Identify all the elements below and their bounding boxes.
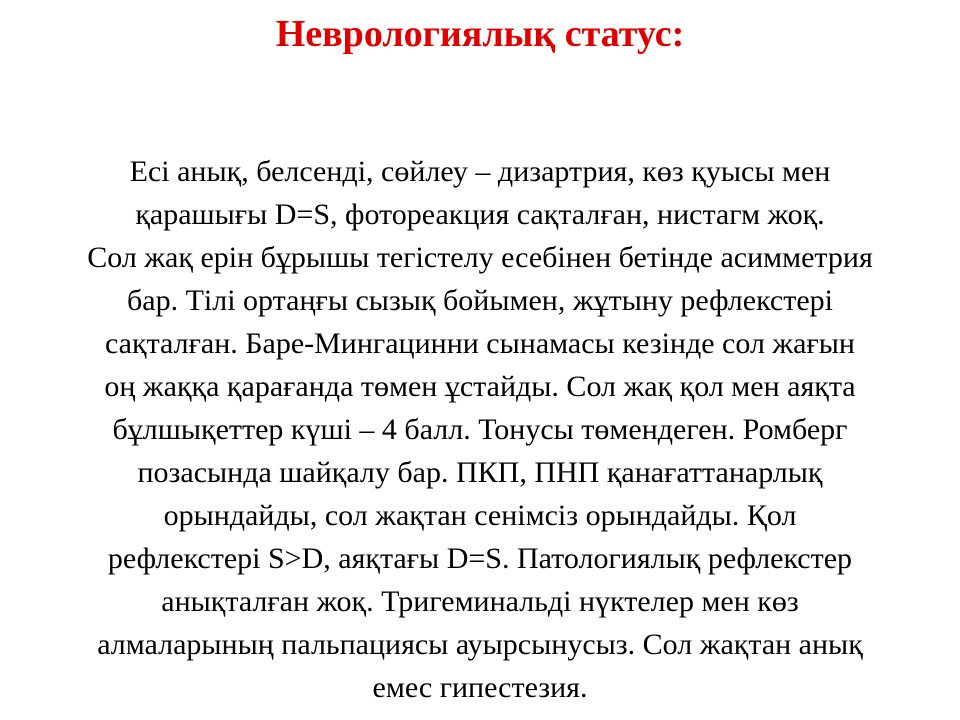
text-line: анықталған жоқ. Тригеминальді нүктелер мен көз (161, 585, 799, 618)
text-line: емес гипестезия. (372, 671, 588, 704)
text-line: Сол жақ ерін бұрышы тегістелу есебінен бетінде асимметрия (87, 241, 873, 274)
text-line: қарашығы D=S, фотореакция сақталған, нистагм жоқ. (135, 198, 825, 231)
text-line: бар. Тілі ортаңғы сызық бойымен, жұтыну рефлекстері (127, 284, 833, 317)
text-line: алмаларының пальпациясы ауырсынусыз. Сол жақтан анық (97, 628, 863, 661)
text-line: оң жаққа қарағанда төмен ұстайды. Сол жақ қол мен аяқта (104, 370, 856, 403)
text-line: бұлшықеттер күші – 4 балл. Тонусы төмендеген. Ромберг (112, 413, 848, 446)
slide-title: Неврологиялық статус: (275, 13, 685, 55)
text-line: позасында шайқалу бар. ПКП, ПНП қанағаттанарлық (137, 456, 823, 489)
text-line: рефлекстері S>D, аяқтағы D=S. Патологиялық рефлекстер (107, 542, 853, 575)
neurological-status-text (0, 150, 960, 709)
text-line: Есі анық, белсенді, сөйлеу – дизартрия, көз қуысы мен (129, 155, 831, 188)
text-line: орындайды, сол жақтан сенімсіз орындайды. Қол (163, 499, 797, 532)
text-line: сақталған. Баре-Мингацинни сынамасы кезінде сол жағын (105, 327, 855, 360)
